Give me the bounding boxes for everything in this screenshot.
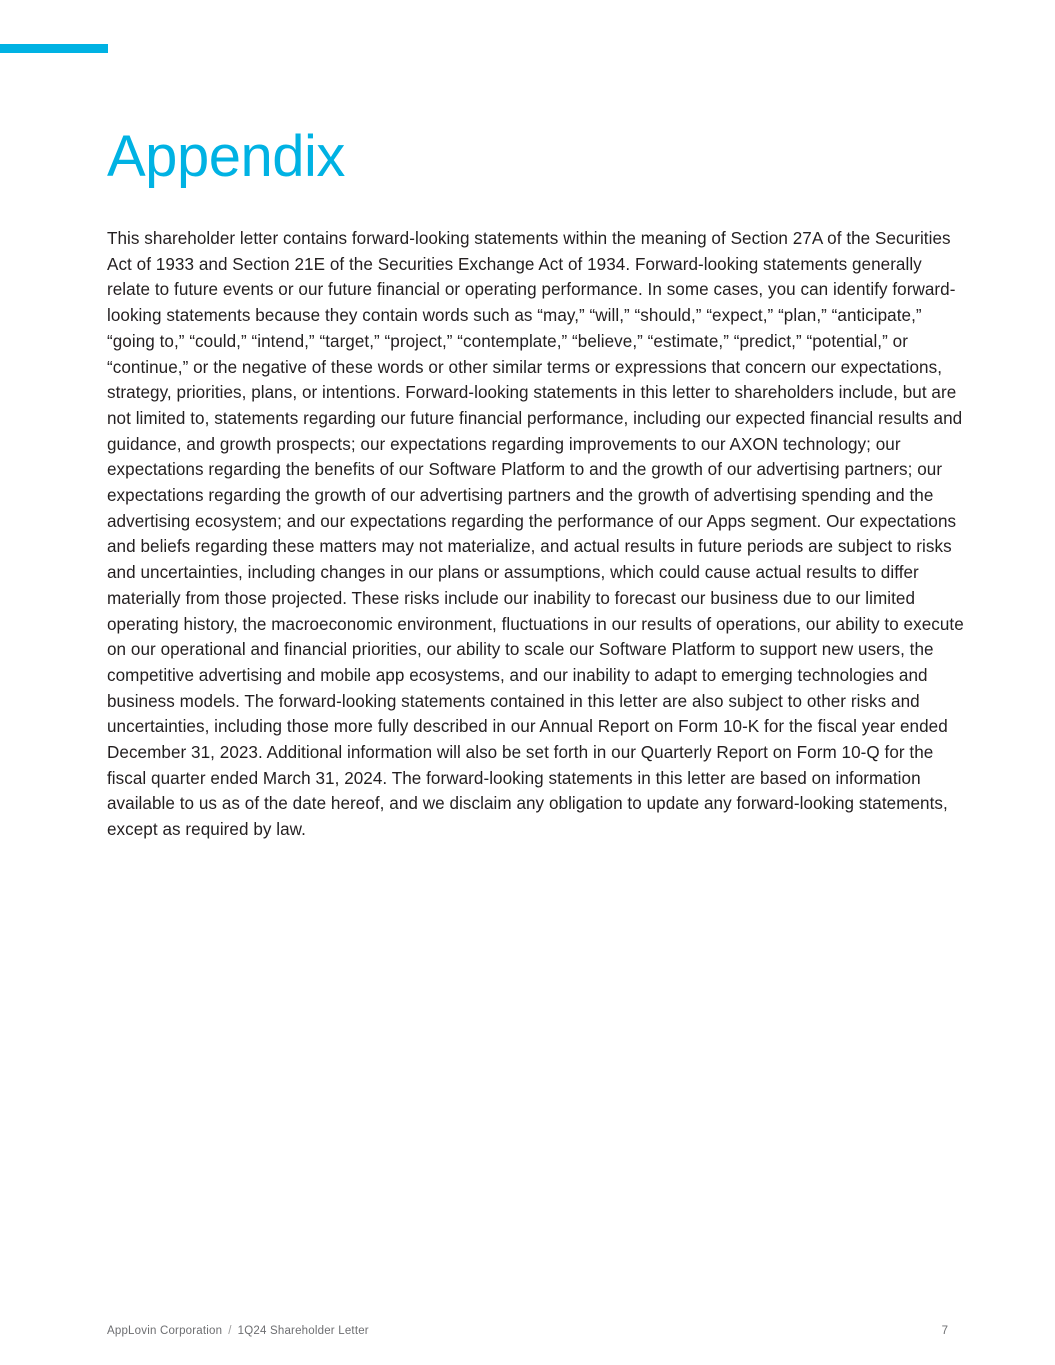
footer-separator: / [228,1325,232,1337]
forward-looking-statements-paragraph: This shareholder letter contains forward-looking statements within the meaning of Section 27A of the Securities Act of 1933 and Section 21E of the Securities Exchange Act of 1934. Forward-looking statements generally relate to future events or our future financial or operating performance. In some cases, you can identify forward-looking statements because they contain words such as “may,” “will,” “should,” “expect,” “plan,” “anticipate,” “going to,” “could,” “intend,” “target,” “project,” “contemplate,” “believe,” “estimate,” “predict,” “potential,” or “continue,” or the negative of these words or other similar terms or expressions that concern our expectations, strategy, priorities, plans, or intentions. Forward-looking statements in this letter to shareholders include, but are not limited to, statements regarding our future financial performance, including our expected financial results and guidance, and growth prospects; our expectations regarding improvements to our AXON technology; our expectations regarding the benefits of our Software Platform to and the growth of our advertising partners; our expectations regarding the growth of our advertising partners and the growth of advertising spending and the advertising ecosystem; and our expectations regarding the performance of our Apps segment. Our expectations and beliefs regarding these matters may not materialize, and actual results in future periods are subject to risks and uncertainties, including changes in our plans or assumptions, which could cause actual results to differ materially from those projected. These risks include our inability to forecast our business due to our limited operating history, the macroeconomic environment, fluctuations in our results of operations, our ability to execute on our operational and financial priorities, our ability to scale our Software Platform to support new users, the competitive advertising and mobile app ecosystems, and our inability to adapt to emerging technologies and business models. The forward-looking statements contained in this letter are also subject to other risks and uncertainties, including those more fully described in our Annual Report on Form 10-K for the fiscal year ended December 31, 2023. Additional information will also be set forth in our Quarterly Report on Form 10-Q for the fiscal quarter ended March 31, 2024. The forward-looking statements in this letter are based on information available to us as of the date hereof, and we disclaim any obligation to update any forward-looking statements, except as required by law. [107,229,964,840]
page-number: 7 [941,1325,948,1337]
accent-bar [0,44,108,53]
footer-document-name: 1Q24 Shareholder Letter [237,1325,369,1337]
page-footer [107,1325,948,1337]
footer-company-name: AppLovin Corporation [107,1325,223,1337]
footer-left-group [107,1325,369,1337]
body-content [107,226,965,843]
page-title: Appendix [107,123,345,189]
